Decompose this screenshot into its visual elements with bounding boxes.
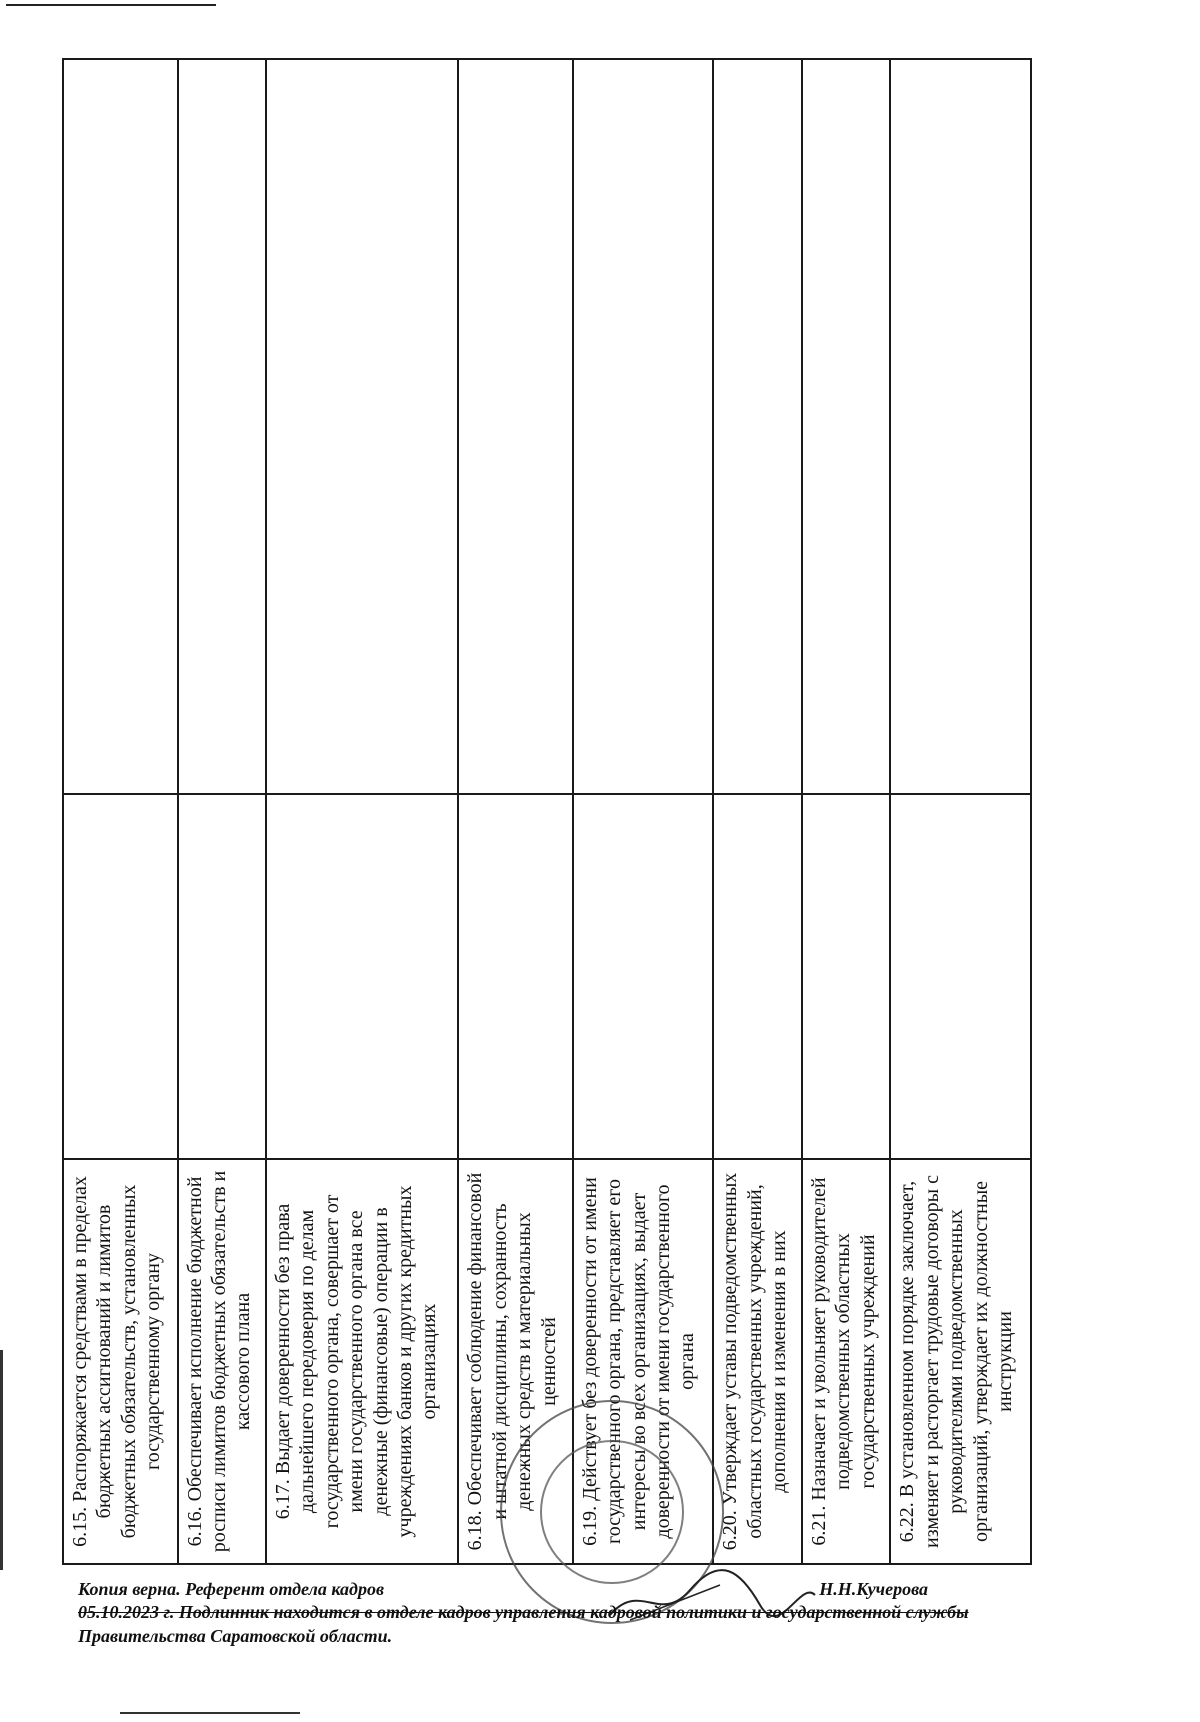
certification-line (78, 1578, 928, 1601)
certification-text: Копия верна. Референт отдела кадров (78, 1579, 384, 1599)
empty-cell (573, 794, 713, 1159)
empty-cell (802, 59, 891, 794)
duty-text: 6.17. Выдает доверенности без права дальнейшего передоверия по делам государственного органа, совершает от имени государственного органа все денежные (финансовые) операции в учреждениях банков и других кредитных организациях (266, 1159, 458, 1564)
empty-cell (458, 59, 573, 794)
duty-text: 6.21. Назначает и увольняет руководителей подведомственных областных государственных учреждений (802, 1159, 891, 1564)
rotated-page (62, 60, 1032, 1565)
empty-cell (890, 794, 1031, 1159)
duties-table-wrapper (62, 60, 1032, 1565)
empty-cell (573, 59, 713, 794)
empty-cell (802, 794, 891, 1159)
empty-cell (713, 59, 802, 794)
table-row (573, 59, 713, 1564)
duty-text: 6.20. Утверждает уставы подведомственных областных государственных учреждений, дополнения и изменения в них (713, 1159, 802, 1564)
table-row (713, 59, 802, 1564)
empty-cell (890, 59, 1031, 794)
duty-text: 6.19. Действует без доверенности от имени государственного органа, представляет его интересы во всех организациях, выдает доверенности от имени государственного органа (573, 1159, 713, 1564)
duty-text: 6.18. Обеспечивает соблюдение финансовой и штатной дисциплины, сохранность денежных средств и материальных ценностей (458, 1159, 573, 1564)
table-row (266, 59, 458, 1564)
scan-margin-line (0, 1350, 3, 1570)
certification-footer (78, 1578, 1128, 1648)
empty-cell (63, 794, 178, 1159)
duty-text: 6.22. В установленном порядке заключает, изменяет и расторгает трудовые договоры с руководителями подведомственных организаций, утверждает их должностные инструкции (890, 1159, 1031, 1564)
table-row (178, 59, 267, 1564)
empty-cell (713, 794, 802, 1159)
scan-edge-line (6, 4, 216, 6)
duties-table (62, 58, 1032, 1565)
original-location-text: 05.10.2023 г. Подлинник находится в отделе кадров управления кадровой политики и государственной службы (78, 1602, 969, 1623)
empty-cell (266, 59, 458, 794)
signatory-name: Н.Н.Кучерова (819, 1579, 928, 1599)
empty-cell (178, 59, 267, 794)
duty-text: 6.16. Обеспечивает исполнение бюджетной росписи лимитов бюджетных обязательств и кассового плана (178, 1159, 267, 1564)
empty-cell (458, 794, 573, 1159)
duty-text: 6.15. Распоряжается средствами в пределах бюджетных ассигнований и лимитов бюджетных обязательств, установленных государственному органу (63, 1159, 178, 1564)
table-row (802, 59, 891, 1564)
table-row (890, 59, 1031, 1564)
table-row (458, 59, 573, 1564)
table-row (63, 59, 178, 1564)
scan-bottom-line (120, 1712, 300, 1714)
empty-cell (266, 794, 458, 1159)
empty-cell (63, 59, 178, 794)
organization-text: Правительства Саратовской области. (78, 1625, 393, 1646)
empty-cell (178, 794, 267, 1159)
